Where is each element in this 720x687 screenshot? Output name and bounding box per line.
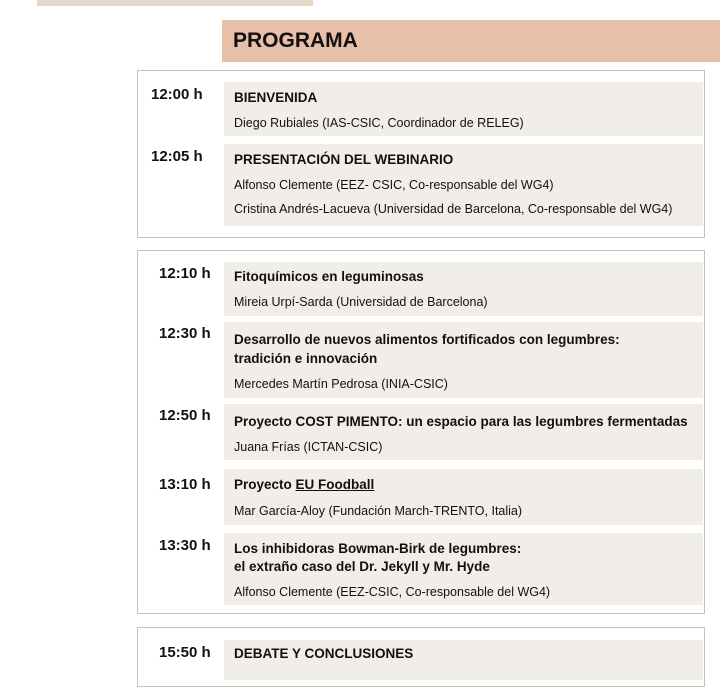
program-item xyxy=(224,640,703,680)
item-title: PRESENTACIÓN DEL WEBINARIO xyxy=(234,152,454,167)
program-item xyxy=(224,322,703,398)
speaker: Cristina Andrés-Lacueva (Universidad de Barcelona, Co-responsable del WG4) xyxy=(234,202,673,216)
time-label: 12:50 h xyxy=(159,407,211,424)
time-label: 12:30 h xyxy=(159,325,211,342)
time-label: 12:00 h xyxy=(151,86,203,103)
top-decorative-bar xyxy=(37,0,313,6)
program-item xyxy=(224,469,703,525)
speaker: Diego Rubiales (IAS-CSIC, Coordinador de RELEG) xyxy=(234,116,524,130)
program-item xyxy=(224,82,703,136)
item-title-line-1: Los inhibidoras Bowman-Birk de legumbres: xyxy=(234,541,522,556)
speaker: Alfonso Clemente (EEZ-CSIC, Co-responsable del WG4) xyxy=(234,585,551,599)
program-item xyxy=(224,262,703,316)
eu-foodball-link[interactable]: EU Foodball xyxy=(295,477,375,492)
program-item xyxy=(224,404,703,460)
speaker: Juana Frías (ICTAN-CSIC) xyxy=(234,440,383,454)
time-label: 13:30 h xyxy=(159,537,211,554)
time-label: 12:05 h xyxy=(151,148,203,165)
item-title: DEBATE Y CONCLUSIONES xyxy=(234,646,414,661)
speaker: Mireia Urpí-Sarda (Universidad de Barcelona) xyxy=(234,295,488,309)
time-label: 15:50 h xyxy=(159,644,211,661)
page-title: PROGRAMA xyxy=(233,29,358,52)
item-title-line-1: Desarrollo de nuevos alimentos fortificados con legumbres: xyxy=(234,332,620,347)
item-title: BIENVENIDA xyxy=(234,90,318,105)
item-title-line-2: tradición e innovación xyxy=(234,351,378,366)
time-label: 12:10 h xyxy=(159,265,211,282)
item-title: Proyecto COST PIMENTO: un espacio para las legumbres fermentadas xyxy=(234,414,688,429)
program-item xyxy=(224,144,703,226)
time-label: 13:10 h xyxy=(159,476,211,493)
item-title-prefix: Proyecto xyxy=(234,477,296,492)
program-header xyxy=(222,20,720,62)
item-title-line-2: el extraño caso del Dr. Jekyll y Mr. Hyde xyxy=(234,559,490,574)
speaker: Mar García-Aloy (Fundación March-TRENTO, Italia) xyxy=(234,504,523,518)
speaker: Alfonso Clemente (EEZ- CSIC, Co-responsable del WG4) xyxy=(234,178,554,192)
item-title: Fitoquímicos en leguminosas xyxy=(234,269,424,284)
speaker: Mercedes Martín Pedrosa (INIA-CSIC) xyxy=(234,377,448,391)
program-item xyxy=(224,533,703,605)
item-title xyxy=(234,475,374,494)
